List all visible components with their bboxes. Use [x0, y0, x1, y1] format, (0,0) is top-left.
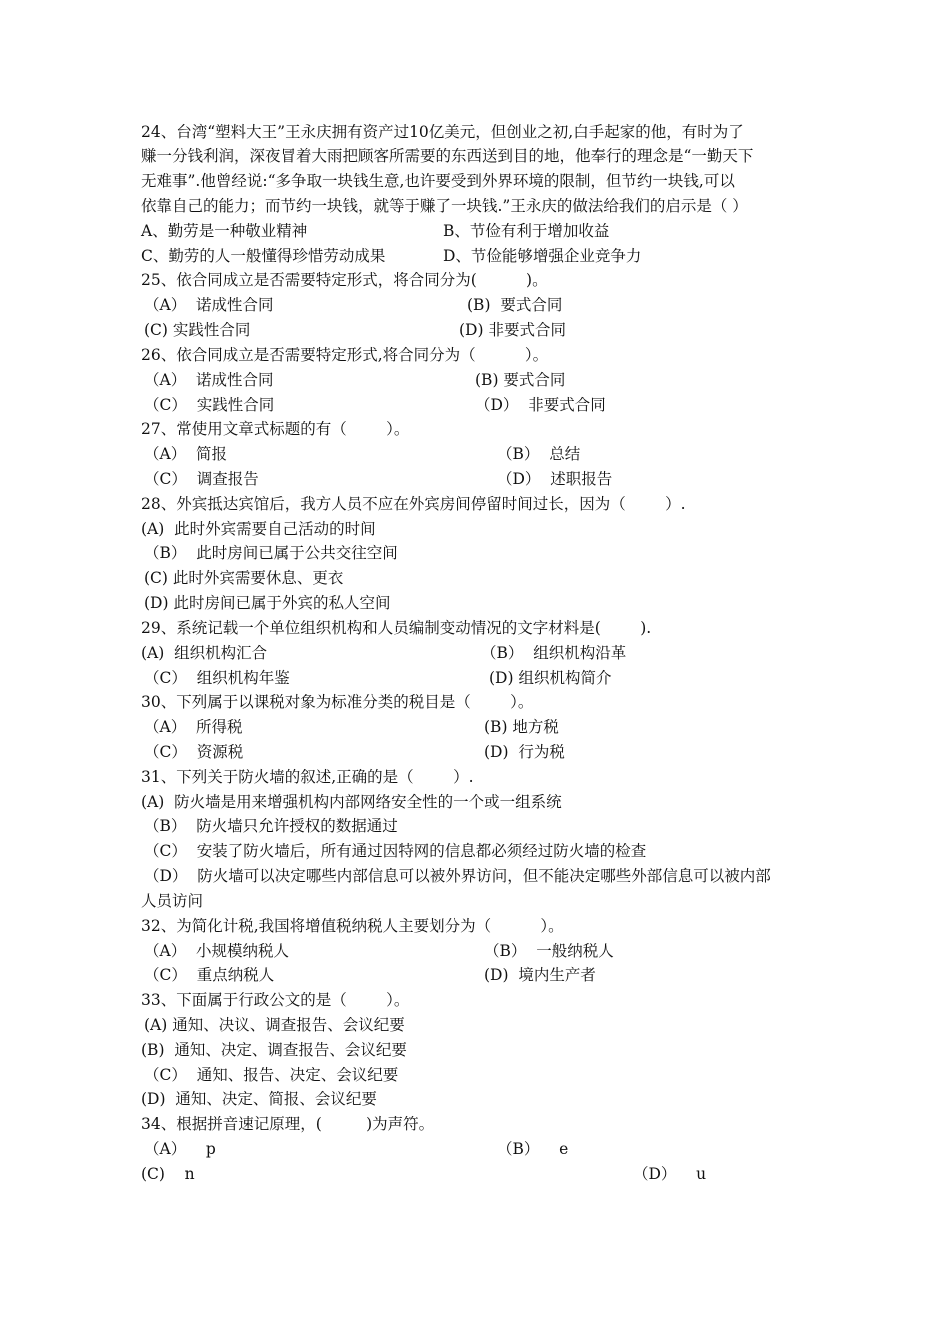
line-text: 人员访问 — [141, 891, 204, 910]
text-line — [0, 517, 950, 542]
line-text: (A) 组织机构汇合 — [141, 643, 268, 662]
text-line — [0, 1162, 950, 1187]
option-text: （D） u — [633, 1164, 707, 1183]
option-text: D、节俭能够增强企业竞争力 — [443, 246, 642, 265]
text-line — [0, 442, 950, 467]
option-text: （D） 述职报告 — [497, 469, 613, 488]
line-text: 依靠自己的能力；而节约一块钱，就等于赚了一块钱.”王永庆的做法给我们的启示是（ ） — [141, 196, 748, 215]
text-line — [0, 120, 950, 145]
line-text: (C) 此时外宾需要休息、更衣 — [144, 569, 344, 588]
text-line — [0, 1112, 950, 1137]
text-line — [0, 641, 950, 666]
text-line — [0, 293, 950, 318]
line-text: 25、依合同成立是否需要特定形式，将合同分为( )。 — [141, 271, 548, 290]
text-line — [0, 541, 950, 566]
text-line — [0, 715, 950, 740]
text-line — [0, 219, 950, 244]
text-line — [0, 194, 950, 219]
line-text: （C） 安装了防火墙后，所有通过因特网的信息都必须经过防火墙的检查 — [144, 842, 647, 861]
option-text: (B) 要式合同 — [475, 370, 566, 389]
line-text: （C） 组织机构年鉴 — [144, 668, 290, 687]
line-text: （A） p — [144, 1140, 216, 1159]
text-line — [0, 1063, 950, 1088]
line-text: 26、依合同成立是否需要特定形式,将合同分为（ ）。 — [141, 345, 549, 364]
line-text: 29、系统记载一个单位组织机构和人员编制变动情况的文字材料是( ). — [141, 618, 652, 637]
line-text: (A) 防火墙是用来增强机构内部网络安全性的一个或一组系统 — [141, 792, 562, 811]
text-line — [0, 1137, 950, 1162]
line-text: （C） 资源税 — [144, 743, 244, 761]
option-text: (B) 地方税 — [484, 718, 559, 737]
text-line — [0, 343, 950, 368]
line-text: (D) 此时房间已属于外宾的私人空间 — [144, 594, 391, 613]
line-text: 33、下面属于行政公文的是（ ）。 — [141, 991, 410, 1010]
text-line — [0, 144, 950, 169]
line-text: (C) 实践性合同 — [144, 321, 251, 340]
text-line — [0, 1038, 950, 1063]
text-line — [0, 839, 950, 864]
line-text: （A） 简报 — [144, 445, 228, 464]
line-text: （A） 所得税 — [144, 718, 243, 737]
line-text: （C） 实践性合同 — [144, 395, 275, 414]
text-line — [0, 616, 950, 641]
text-line — [0, 765, 950, 790]
option-text: （B） 组织机构沿革 — [481, 643, 627, 662]
option-text: (D) 非要式合同 — [459, 321, 566, 340]
text-line — [0, 368, 950, 393]
text-line — [0, 467, 950, 492]
line-text: (D) 通知、决定、简报、会议纪要 — [141, 1090, 377, 1109]
option-text: （D） 非要式合同 — [475, 395, 606, 414]
text-line — [0, 244, 950, 269]
line-text: （B） 此时房间已属于公共交往空间 — [144, 544, 398, 563]
line-text: (B) 通知、决定、调查报告、会议纪要 — [141, 1040, 407, 1059]
option-text: (D) 组织机构简介 — [489, 668, 612, 687]
text-line — [0, 591, 950, 616]
option-text: （B） 总结 — [497, 445, 581, 464]
line-text: (A) 此时外宾需要自己活动的时间 — [141, 519, 376, 538]
line-text: C、勤劳的人一般懂得珍惜劳动成果 — [141, 246, 386, 265]
line-text: 27、常使用文章式标题的有（ ）。 — [141, 420, 410, 439]
line-text: (A) 通知、决议、调查报告、会议纪要 — [144, 1016, 405, 1035]
line-text: 无难事”.他曾经说:“多争取一块钱生意,也许要受到外界环境的限制，但节约一块钱,可以 — [141, 172, 735, 191]
line-text: 30、下列属于以课税对象为标准分类的税目是（ ）。 — [141, 693, 534, 712]
line-text: （A） 小规模纳税人 — [144, 941, 290, 960]
option-text: （B） 一般纳税人 — [484, 941, 614, 960]
line-text: 34、根据拼音速记原理，( )为声符。 — [141, 1115, 435, 1134]
text-line — [0, 1087, 950, 1112]
line-text: 31、下列关于防火墙的叙述,正确的是（ ）. — [141, 767, 474, 786]
text-line — [0, 169, 950, 194]
line-text: （C） 通知、报告、决定、会议纪要 — [144, 1065, 399, 1084]
text-line — [0, 393, 950, 418]
text-line — [0, 988, 950, 1013]
text-line — [0, 1013, 950, 1038]
line-text: (C) n — [141, 1164, 195, 1183]
option-text: B、节俭有利于增加收益 — [443, 221, 610, 240]
text-line — [0, 864, 950, 889]
line-text: （C） 调查报告 — [144, 469, 259, 488]
text-line — [0, 939, 950, 964]
line-text: 32、为简化计税,我国将增值税纳税人主要划分为（ ）。 — [141, 916, 564, 935]
line-text: （D） 防火墙可以决定哪些内部信息可以被外界访问，但不能决定哪些外部信息可以被内部 — [144, 867, 771, 886]
line-text: （A） 诺成性合同 — [144, 296, 274, 315]
line-text: 28、外宾抵达宾馆后，我方人员不应在外宾房间停留时间过长，因为（ ）. — [141, 494, 686, 513]
option-text: (D) 境内生产者 — [484, 966, 596, 985]
option-text: （B） e — [497, 1140, 569, 1159]
text-line — [0, 740, 950, 765]
text-line — [0, 690, 950, 715]
line-text: （C） 重点纳税人 — [144, 966, 275, 985]
line-text: （B） 防火墙只允许授权的数据通过 — [144, 817, 398, 836]
text-line — [0, 666, 950, 691]
text-line — [0, 889, 950, 914]
option-text: (D) 行为税 — [484, 743, 565, 761]
line-text: （A） 诺成性合同 — [144, 370, 274, 389]
text-line — [0, 790, 950, 815]
text-line — [0, 566, 950, 591]
text-line — [0, 492, 950, 517]
line-text: 24、台湾“塑料大王”王永庆拥有资产过10亿美元，但创业之初,白手起家的他，有时为了 — [141, 122, 744, 141]
text-line — [0, 417, 950, 442]
line-text: A、勤劳是一种敬业精神 — [141, 221, 308, 240]
line-text: 赚一分钱利润，深夜冒着大雨把顾客所需要的东西送到目的地，他奉行的理念是“一勤天下 — [141, 147, 754, 166]
text-line — [0, 914, 950, 939]
text-line — [0, 318, 950, 343]
option-text: (B) 要式合同 — [467, 296, 563, 315]
text-line — [0, 268, 950, 293]
text-line — [0, 814, 950, 839]
text-line — [0, 963, 950, 988]
